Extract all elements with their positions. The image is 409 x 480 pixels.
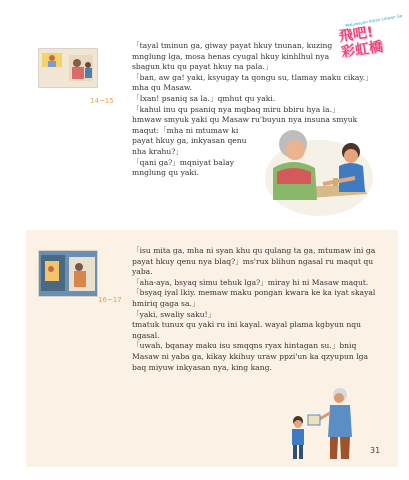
text-line: mha qu Masaw. bbox=[132, 83, 192, 93]
text-line: sbagun ktu qu payat hkuy na pala.」 bbox=[132, 62, 273, 72]
text-line: 「uwah, bqanay maku isu smqqns ryax hintagan su.」bniq bbox=[132, 341, 357, 351]
text-line: 「ban, aw ga! yaki, ksyugay ta qongu su, tlamay maku cikay.」 bbox=[132, 72, 373, 82]
text-line: mnglung lga, mosa henas cyugal hkuy kinhlhul nya bbox=[132, 51, 330, 61]
text-line: ngasal. bbox=[132, 330, 160, 340]
text-line: 「bsyaq iyal lkiy. memaw maku pongan kwara ke ka iyat skayal bbox=[132, 288, 376, 298]
text-line: 「tayal tminun ga, giway payat hkuy tnunan, kuzing bbox=[132, 41, 333, 50]
text-line: payat hkuy qenu nya blaq?」ms'rux blihun ngasal ru maqut qu bbox=[132, 256, 374, 266]
page-thumbnail-16-17 bbox=[38, 250, 98, 297]
page-range-label-1: 14~15 bbox=[90, 97, 114, 105]
text-line: baq miyuw inkyasan nya, king kang. bbox=[132, 362, 272, 372]
text-line: hmiriq gaga sa.」 bbox=[132, 298, 200, 308]
text-line: maqut:「mha ni mtumaw ki bbox=[132, 125, 239, 135]
text-line: nha krahu?」 bbox=[132, 146, 183, 156]
story-text-section-2 bbox=[132, 246, 376, 373]
text-line: payat hkuy ga, inkyasan qenu bbox=[132, 136, 247, 146]
text-line: tmatuk tunux qu yaki ru ini kayal. wayal plama kgbyun nqu bbox=[132, 320, 361, 330]
logo-title-line2: 彩虹橋 bbox=[340, 39, 385, 61]
text-line: mnglung qu yaki. bbox=[132, 168, 199, 178]
text-line: 「qani ga?」mqniyat balay bbox=[132, 157, 235, 167]
page-range-label-2: 16~17 bbox=[98, 296, 122, 304]
text-line: 「Ixan! psaniq sa la.」qmhut qu yaki. bbox=[132, 93, 276, 103]
text-line: yaba. bbox=[132, 267, 153, 277]
text-line: Masaw ni yaba ga, kikay kkihuy uraw ppzi'un ka qzyupun lga bbox=[132, 351, 369, 361]
text-line: 「yaki, swaliy saku!」 bbox=[132, 309, 216, 319]
text-line: hmwaw smyuk yaki qu Masaw ru'buyun nya insuna smyuk bbox=[132, 115, 358, 125]
page-thumbnail-14-15 bbox=[38, 48, 98, 88]
text-line: 「isu mita ga, mha ni syan khu qu qulang ta ga, mtumaw ini ga bbox=[132, 246, 376, 255]
text-line: 「kahul inu qu psaniq nya mqbaq miru bbiru hya la.」 bbox=[132, 104, 340, 114]
logo-tagline: Maluweyan Kinah Lmwan Ga bbox=[345, 13, 403, 28]
grandmother-boy-illustration bbox=[263, 108, 375, 218]
logo-title bbox=[338, 23, 384, 61]
text-line: 「aha-aya, bsyaq simu tehuk lga?」miray hi ni Masaw maqut. bbox=[132, 277, 369, 287]
logo-title-line1: 飛吧! bbox=[337, 24, 375, 45]
grandfather-boy-illustration bbox=[282, 383, 362, 461]
page-number: 31 bbox=[370, 446, 381, 455]
